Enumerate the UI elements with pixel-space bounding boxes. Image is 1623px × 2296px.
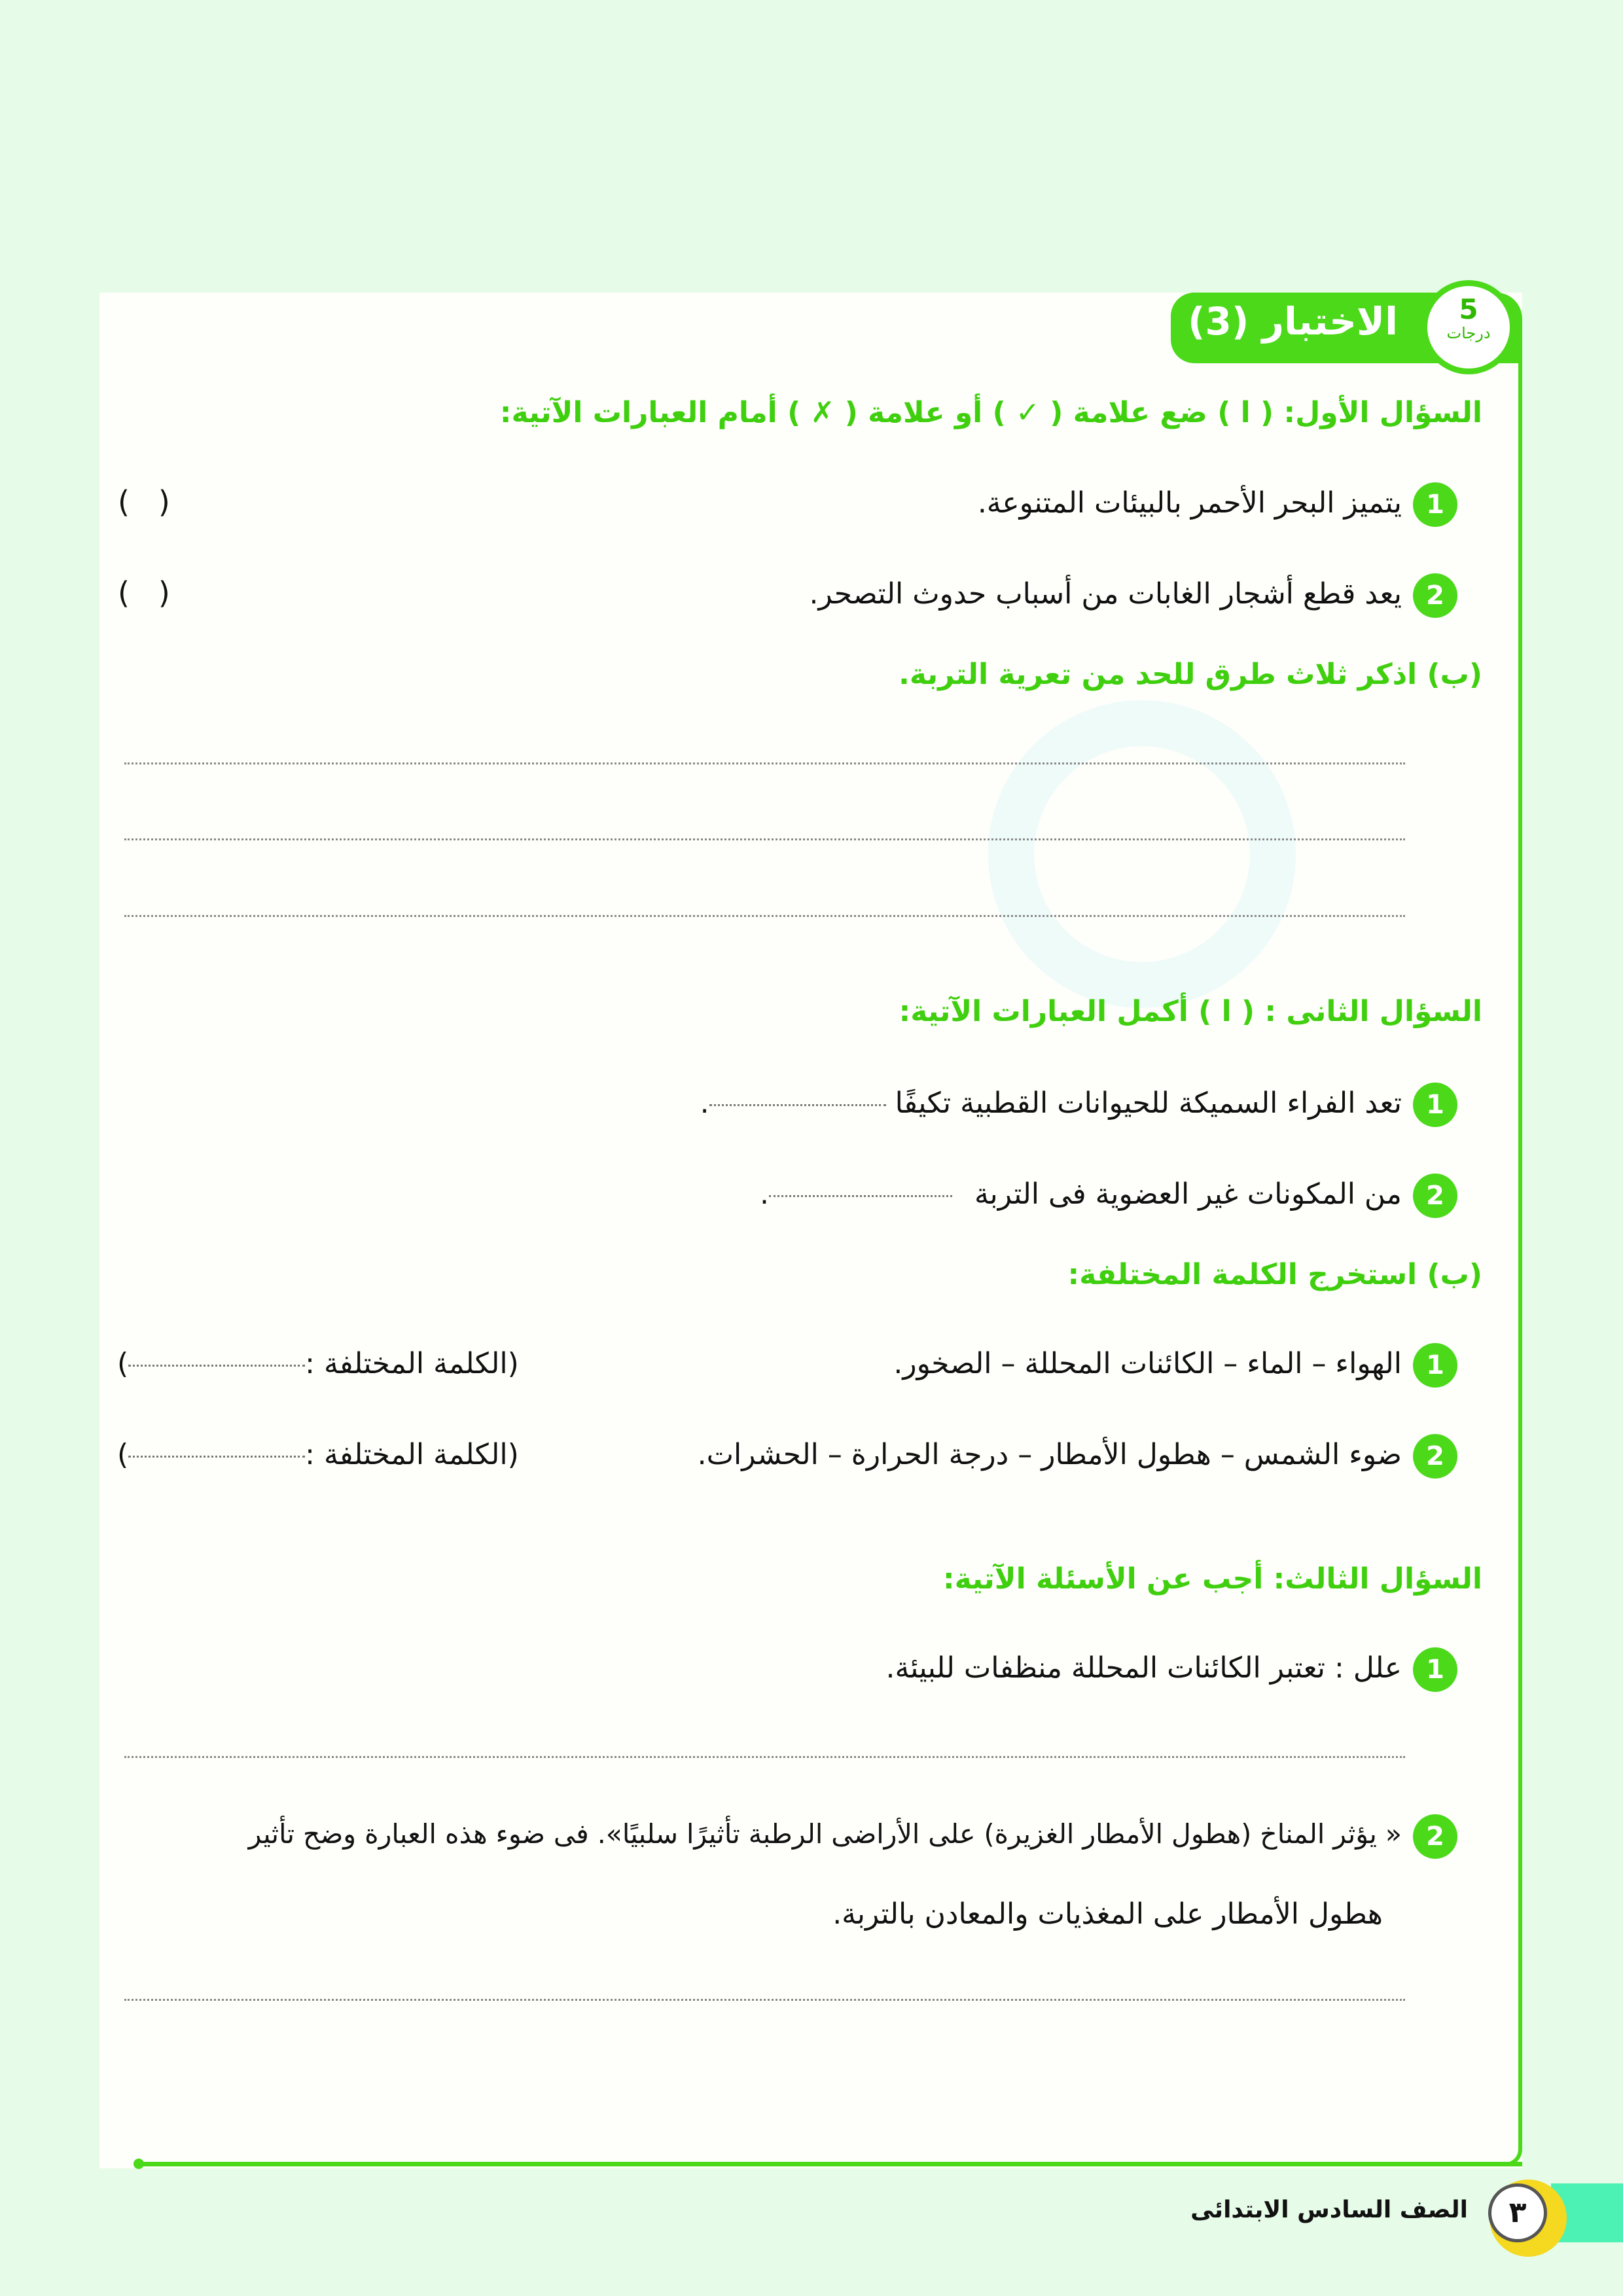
q3-item-1: علل : تعتبر الكائنات المحللة منظفات للبيئة. bbox=[885, 1651, 1402, 1685]
score-unit: درجات bbox=[1446, 324, 1491, 342]
number-badge: 1 bbox=[1413, 1647, 1457, 1692]
q1b-title: (ب) اذكر ثلاث طرق للحد من تعرية التربة. bbox=[899, 658, 1482, 691]
grade-label: الصف السادس الابتدائى bbox=[1190, 2197, 1468, 2223]
item-text: تعد الفراء السميكة للحيوانات القطبية تكيفًا bbox=[895, 1086, 1402, 1120]
q2b-title: (ب) استخرج الكلمة المختلفة: bbox=[1067, 1258, 1482, 1291]
number-badge: 1 bbox=[1413, 1343, 1457, 1388]
blank-field[interactable] bbox=[128, 1365, 305, 1367]
answer-line[interactable] bbox=[124, 915, 1405, 917]
answer-line[interactable] bbox=[124, 1756, 1405, 1758]
answer-bracket[interactable]: ( ) bbox=[118, 484, 170, 520]
answer-line[interactable] bbox=[124, 1999, 1405, 2001]
number-badge: 1 bbox=[1413, 1083, 1457, 1127]
item-text: من المكونات غير العضوية فى التربة bbox=[974, 1177, 1402, 1211]
q2-item-1 bbox=[700, 1086, 1402, 1120]
score-value: 5 bbox=[1459, 293, 1478, 325]
number-badge: 2 bbox=[1413, 1174, 1457, 1218]
number-badge: 2 bbox=[1413, 1434, 1457, 1479]
odd-word-field[interactable] bbox=[117, 1347, 519, 1380]
bottom-divider bbox=[139, 2162, 1522, 2166]
item-end: . bbox=[700, 1086, 709, 1120]
divider-dot bbox=[134, 2159, 144, 2169]
bracket-close: ) bbox=[117, 1347, 129, 1380]
watermark-logo bbox=[988, 700, 1296, 1008]
blank-field[interactable] bbox=[709, 1104, 886, 1106]
q2b-item-2: ضوء الشمس – هطول الأمطار – درجة الحرارة – الحشرات. bbox=[697, 1438, 1402, 1471]
bracket-close: ) bbox=[117, 1438, 129, 1471]
q3-title: السؤال الثالث: أجب عن الأسئلة الآتية: bbox=[943, 1562, 1482, 1596]
number-badge: 2 bbox=[1413, 573, 1457, 618]
page-frame bbox=[1505, 353, 1522, 2166]
q3-item-2-continued: هطول الأمطار على المغذيات والمعادن بالتربة. bbox=[832, 1897, 1383, 1931]
odd-word-field[interactable] bbox=[117, 1438, 519, 1471]
odd-word-label: (الكلمة المختلفة : bbox=[305, 1347, 519, 1380]
answer-line[interactable] bbox=[124, 762, 1405, 764]
q1-item-2: يعد قطع أشجار الغابات من أسباب حدوث التصحر. bbox=[809, 577, 1402, 611]
number-badge: 2 bbox=[1413, 1814, 1457, 1859]
answer-line[interactable] bbox=[124, 838, 1405, 840]
page-number: ٣ bbox=[1488, 2183, 1547, 2242]
exam-title: الاختبار (3) bbox=[1188, 299, 1398, 344]
q2b-item-1: الهواء – الماء – الكائنات المحللة – الصخور. bbox=[893, 1347, 1402, 1380]
q2-item-2 bbox=[760, 1177, 1402, 1211]
q1-item-1: يتميز البحر الأحمر بالبيئات المتنوعة. bbox=[977, 486, 1402, 520]
answer-bracket[interactable]: ( ) bbox=[118, 575, 170, 611]
number-badge: 1 bbox=[1413, 482, 1457, 527]
item-end: . bbox=[759, 1177, 769, 1211]
odd-word-label: (الكلمة المختلفة : bbox=[305, 1438, 519, 1471]
q3-item-2: « يؤثر المناخ (هطول الأمطار الغزيرة) على الأراضى الرطبة تأثيرًا سلبيًا». فى ضوء هذه العبارة وضح تأثير bbox=[248, 1818, 1402, 1850]
q1-title: السؤال الأول: ( ا ) ضع علامة ( ✓ ) أو علامة ( ✗ ) أمام العبارات الآتية: bbox=[499, 396, 1482, 429]
blank-field[interactable] bbox=[769, 1195, 952, 1197]
score-badge bbox=[1421, 280, 1516, 374]
exam-page bbox=[99, 293, 1522, 2168]
blank-field[interactable] bbox=[128, 1456, 305, 1458]
q2-title: السؤال الثانى : ( ا ) أكمل العبارات الآتية: bbox=[899, 995, 1482, 1028]
